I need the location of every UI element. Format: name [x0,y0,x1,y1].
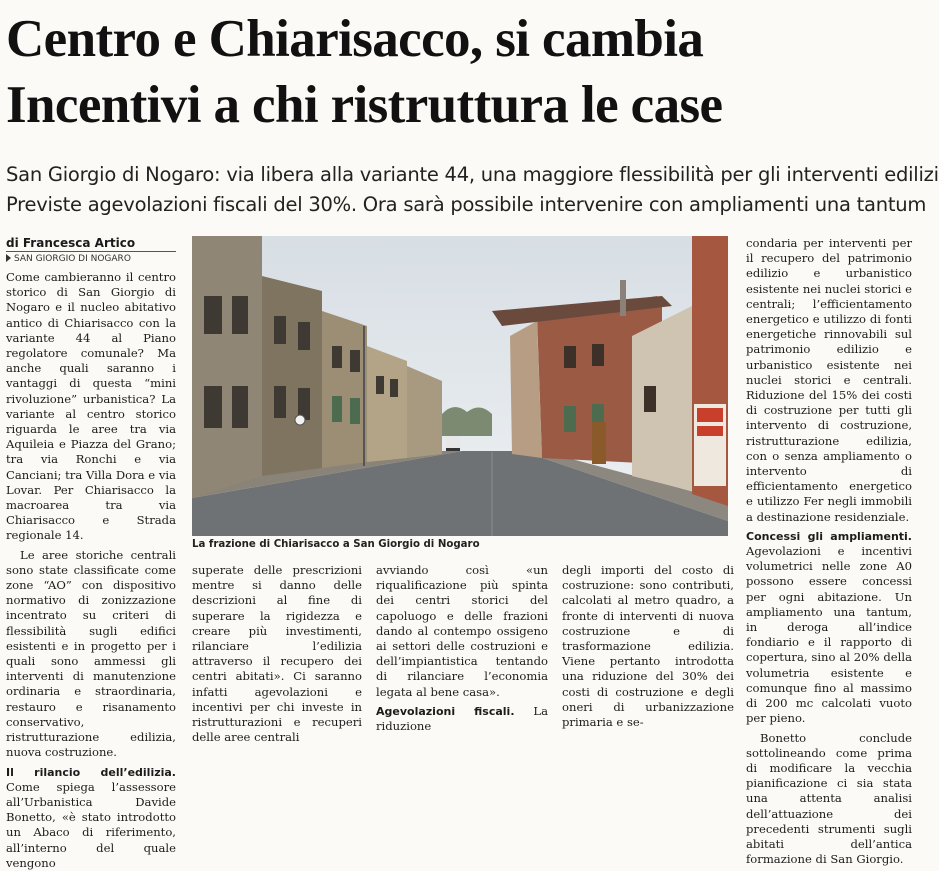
photo [192,236,728,536]
headline-line-2: Incentivi a chi ristruttura le case [6,76,723,134]
article-column-1 [6,270,176,870]
article-column-2 [192,563,362,745]
author-name: di Francesca Artico [6,236,136,250]
paragraph-text: La riduzione [376,703,548,734]
dateline [6,251,176,265]
subtitle-line-1: San Giorgio di Nogaro: via libera alla variante 44, una maggiore flessibilità per gli interventi edilizi [6,163,939,186]
section-lead: Agevolazioni fiscali. [376,704,515,718]
article-paragraph [6,765,176,871]
article-column-5 [746,236,912,867]
byline [6,236,176,265]
article-paragraph: Come cambieranno il centro storico di San Giorgio di Nogaro e il nucleo abitativo antico di Chiarisacco con la variante 44 al Piano regolatore comunale? Ma anche quali saranno i vantaggi di questa “mini rivoluzione” urbanistica? La variante al centro storico riguarda le aree tra via Aquileia e Piazza del Grano; tra via Ronchi e via Canciani; tra Villa Dora e via Lovar. Per Chiarisacco la macroarea tra via Chiarisacco e Strada regionale 14. [6,270,176,543]
section-lead: Concessi gli ampliamenti. [746,529,912,543]
article-paragraph: avviando così «un riqualificazione più spinta dei centri storici del capoluogo e delle frazioni dando al contempo ossigeno ai settori delle costruzioni e dell’impiantistica tentando di rilanciare l’economia legata al bene casa». [376,563,548,699]
article-paragraph: Le aree storiche centrali sono state classificate come zone “AO” con dispositivo normativo di zonizzazione incentrato su criteri di flessibilità sugli edifici esistenti e in progetto per i quali sono ammessi gli interventi di manutenzione ordinaria e straordinaria, restauro e risanamento conservativo, ristrutturazione edilizia, nuova costruzione. [6,547,176,760]
street-photo [192,236,728,536]
section-lead: Il rilancio dell’edilizia. [6,765,176,779]
article-paragraph: degli importi del costo di costruzione: sono contributi, calcolati al metro quadro, a fronte di interventi di nuova costruzione e di trasformazione edilizia. Viene pertanto introdotta una riduzione del 30% dei costi di costruzione e degli oneri di urbanizzazione primaria e se- [562,563,734,730]
article-paragraph: Bonetto conclude sottolineando come prima di modificare la vecchia pianificazione ci sia stata una attenta analisi dell’attuazione dei precedenti strumenti sugli abitati dell’antica formazione di San Giorgio. [746,730,912,867]
paragraph-text: Agevolazioni e incentivi volumetrici nelle zone A0 possono essere concessi per ogni abitazione. Un ampliamento una tantum, in deroga all’indice fondiario e il rapporto di copertura, sino al 20% della volumetria esistente e comunque fino al massimo di 200 mc calcolati vuoto per pieno. [746,544,912,726]
bullet-icon [6,254,11,262]
article-column-4 [562,563,734,730]
headline-line-1: Centro e Chiarisacco, si cambia [6,10,704,68]
article-column-3 [376,563,548,734]
paragraph-text: Come spiega l’assessore all’Urbanistica Davide Bonetto, «è stato introdotto un Abaco di riferimento, all’interno del quale vengono [6,779,176,870]
photo-caption: La frazione di Chiarisacco a San Giorgio di Nogaro [192,539,480,550]
article-paragraph: condaria per interventi per il recupero del patrimonio edilizio e urbanistico esistente nei nuclei storici e centrali; l’efficientamento energetico e utilizzo di fonti energetiche rinnovabili sul patrimonio edilizio e urbanistico esistente nei nuclei storici e centrali. Riduzione del 15% dei costi di costruzione per tutti gli intervento di costruzione, ristrutturazione edilizia, con o senza ampliamento o intervento di efficientamento energetico e utilizzo Fer negli immobili a destinazione residenziale. [746,236,912,524]
article-paragraph [746,529,912,727]
headline [6,6,912,138]
subtitle-line-2: Previste agevolazioni fiscali del 30%. Ora sarà possibile intervenire con ampliamenti una tantum [6,193,927,216]
article-paragraph: superate delle prescrizioni mentre si danno delle descrizioni al fine di superare la rigidezza e creare più investimenti, rilanciare l’edilizia attraverso il recupero dei centri abitati». Ci saranno infatti agevolazioni e incentivi per chi investe in ristrutturazioni e recuperi delle aree centrali [192,563,362,745]
subtitle [6,160,939,220]
article-paragraph [376,704,548,734]
dateline-location: SAN GIORGIO DI NOGARO [14,254,131,264]
